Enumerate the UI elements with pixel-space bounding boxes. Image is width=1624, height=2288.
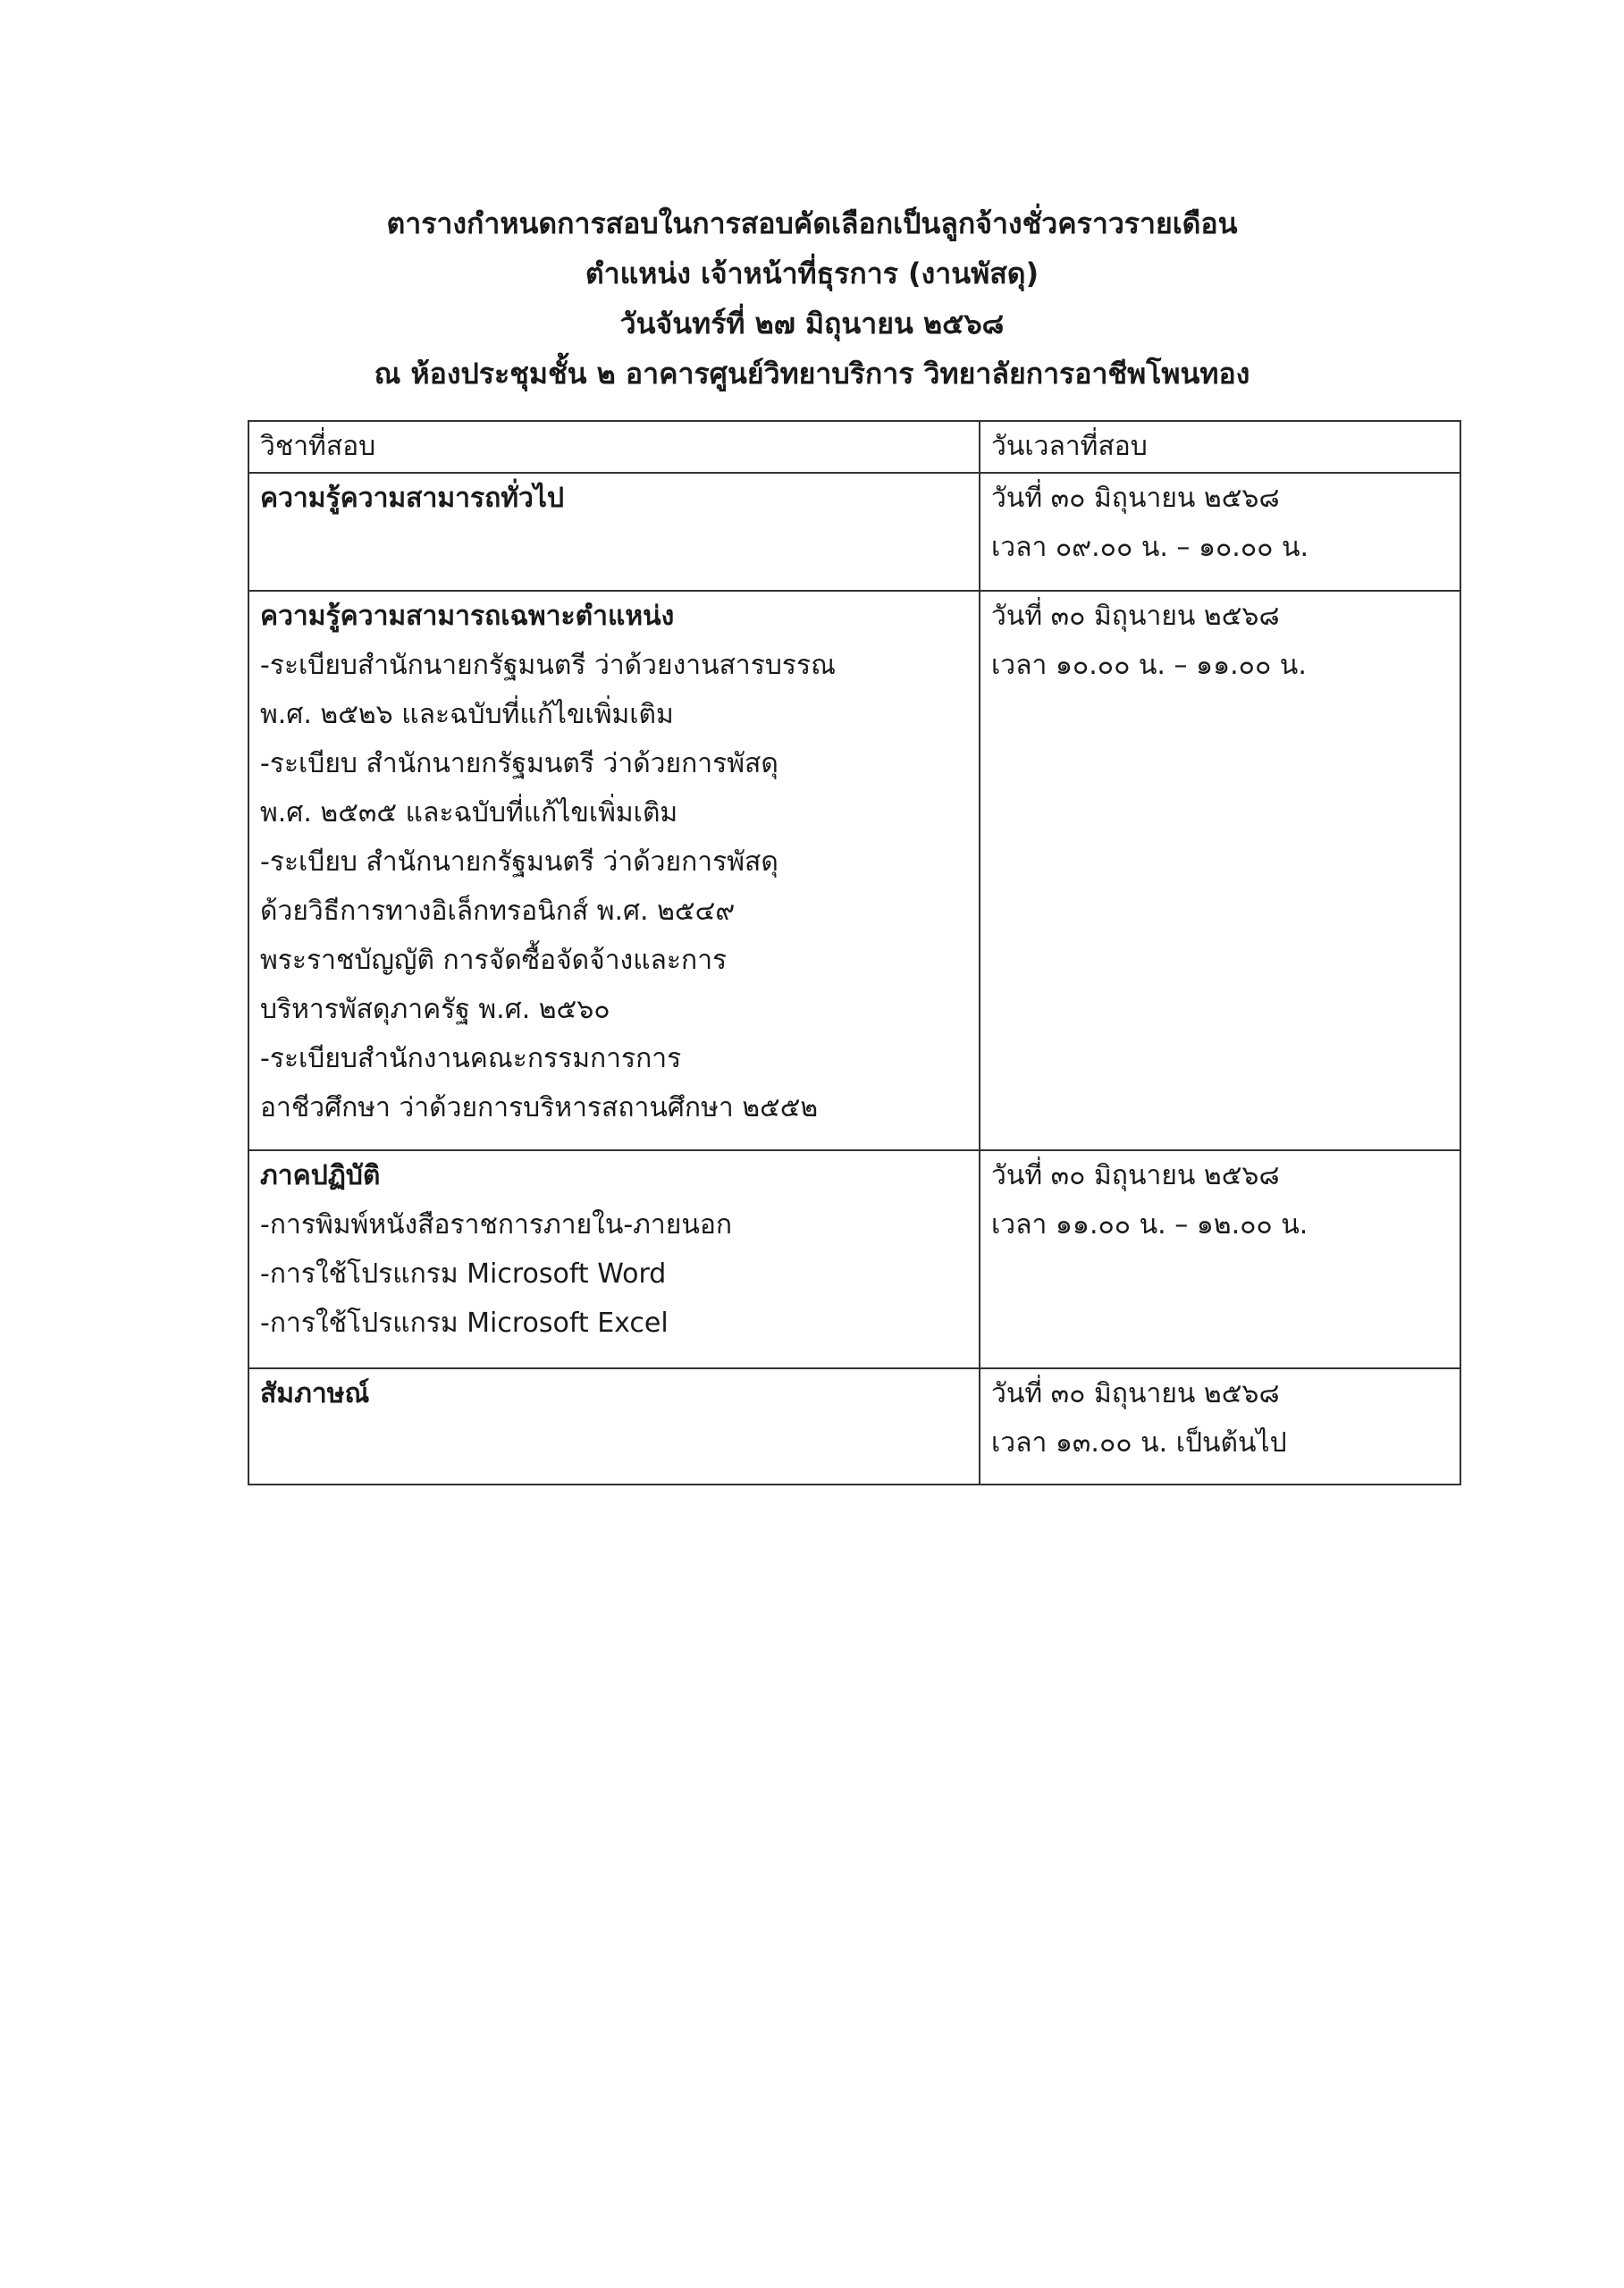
subject-cell — [248, 591, 980, 1150]
subject-name: สัมภาษณ์ — [260, 1378, 370, 1409]
table-header-row — [248, 421, 1460, 473]
exam-date: วันที่ ๓๐ มิถุนายน ๒๕๖๘ — [991, 483, 1280, 514]
subject-detail: พ.ศ. ๒๕๓๕ และฉบับที่แก้ไขเพิ่มเติม — [260, 797, 678, 829]
exam-date: วันที่ ๓๐ มิถุนายน ๒๕๖๘ — [991, 1378, 1280, 1409]
subject-detail: อาชีวศึกษา ว่าด้วยการบริหารสถานศึกษา ๒๕๕๒ — [260, 1092, 819, 1123]
exam-time: เวลา ๑๓.๐๐ น. เป็นต้นไป — [991, 1427, 1287, 1459]
subject-detail: ด้วยวิธีการทางอิเล็กทรอนิกส์ พ.ศ. ๒๕๔๙ — [260, 896, 736, 927]
table-row — [248, 1368, 1460, 1485]
exam-time: เวลา ๑๑.๐๐ น. – ๑๒.๐๐ น. — [991, 1209, 1308, 1241]
exam-date: วันที่ ๓๐ มิถุนายน ๒๕๖๘ — [991, 1160, 1280, 1191]
subject-name: ความรู้ความสามารถเฉพาะตำแหน่ง — [260, 601, 675, 632]
subject-name: ความรู้ความสามารถทั่วไป — [260, 483, 564, 514]
subject-detail: -ระเบียบสำนักงานคณะกรรมการการ — [260, 1043, 682, 1074]
exam-location-title: ณ ห้องประชุมชั้น ๒ อาคารศูนย์วิทยาบริการ วิทยาลัยการอาชีพโพนทอง — [374, 357, 1250, 391]
subject-cell — [248, 473, 980, 591]
datetime-cell — [980, 591, 1460, 1150]
subject-detail: -การใช้โปรแกรม Microsoft Excel — [260, 1308, 669, 1339]
subject-detail: -ระเบียบ สำนักนายกรัฐมนตรี ว่าด้วยการพัสดุ — [260, 846, 778, 878]
exam-date: วันที่ ๓๐ มิถุนายน ๒๕๖๘ — [991, 601, 1280, 632]
exam-time: เวลา ๐๙.๐๐ น. – ๑๐.๐๐ น. — [991, 532, 1309, 563]
subject-detail: พ.ศ. ๒๕๒๖ และฉบับที่แก้ไขเพิ่มเติม — [260, 699, 674, 730]
subject-detail: บริหารพัสดุภาครัฐ พ.ศ. ๒๕๖๐ — [260, 994, 610, 1025]
exam-schedule-table — [248, 420, 1461, 1485]
subject-column-header: วิชาที่สอบ — [248, 421, 980, 473]
exam-date-title: วันจันทร์ที่ ๒๗ มิถุนายน ๒๕๖๘ — [619, 307, 1005, 341]
table-row — [248, 1150, 1460, 1368]
subject-cell — [248, 1150, 980, 1368]
position-title: ตำแหน่ง เจ้าหน้าที่ธุรการ (งานพัสดุ) — [585, 257, 1039, 290]
table-row — [248, 473, 1460, 591]
document-header — [0, 198, 1624, 399]
datetime-cell — [980, 1368, 1460, 1485]
subject-detail: พระราชบัญญัติ การจัดซื้อจัดจ้างและการ — [260, 945, 728, 976]
table-row — [248, 591, 1460, 1150]
subject-detail: -ระเบียบสำนักนายกรัฐมนตรี ว่าด้วยงานสารบรรณ — [260, 650, 836, 681]
datetime-cell — [980, 473, 1460, 591]
subject-detail: -การใช้โปรแกรม Microsoft Word — [260, 1258, 667, 1290]
datetime-column-header: วันเวลาที่สอบ — [980, 421, 1460, 473]
subject-cell — [248, 1368, 980, 1485]
document-title: ตารางกำหนดการสอบในการสอบคัดเลือกเป็นลูกจ้างชั่วคราวรายเดือน — [386, 206, 1238, 240]
exam-time: เวลา ๑๐.๐๐ น. – ๑๑.๐๐ น. — [991, 650, 1307, 681]
subject-name: ภาคปฏิบัติ — [260, 1160, 381, 1191]
subject-detail: -การพิมพ์หนังสือราชการภายใน-ภายนอก — [260, 1209, 733, 1241]
subject-detail: -ระเบียบ สำนักนายกรัฐมนตรี ว่าด้วยการพัสดุ — [260, 748, 778, 779]
datetime-cell — [980, 1150, 1460, 1368]
